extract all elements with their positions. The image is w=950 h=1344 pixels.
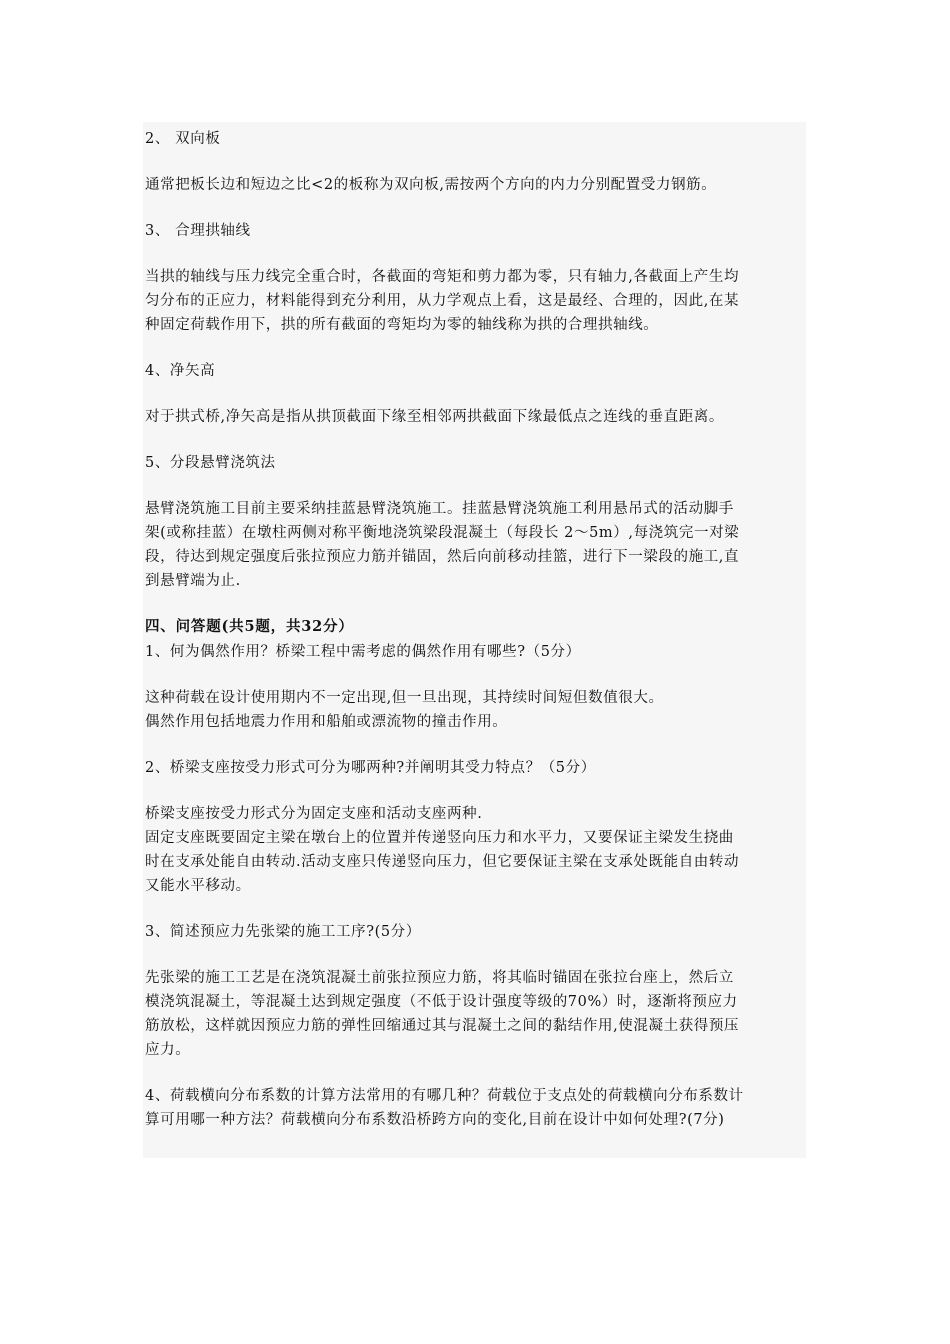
term-title-arch-axis — [145, 219, 805, 243]
text-line: 种固定荷载作用下，拱的所有截面的弯矩均为零的轴线称为拱的合理拱轴线。 — [145, 317, 659, 333]
text-line: 桥梁支座按受力形式分为固定支座和活动支座两种. — [145, 806, 483, 822]
text-line: 3、简述预应力先张梁的施工工序?(5分） — [145, 924, 421, 940]
text-line: 架(或称挂蓝）在墩柱两侧对称平衡地浇筑梁段混凝土（每段长 2～5m）,每浇筑完一对梁 — [145, 525, 740, 541]
document-body — [145, 127, 805, 1132]
answer-1 — [145, 686, 805, 734]
question-1 — [145, 640, 805, 664]
text-line: 当拱的轴线与压力线完全重合时，各截面的弯矩和剪力都为零，只有轴力,各截面上产生均 — [145, 269, 740, 285]
text-line: 2、桥梁支座按受力形式可分为哪两种?并阐明其受力特点？（5分） — [145, 760, 596, 776]
question-3 — [145, 920, 805, 944]
text-line: 模浇筑混凝土，等混凝土达到规定强度（不低于设计强度等级的70%）时，逐渐将预应力 — [145, 994, 738, 1010]
term-title-net-rise — [145, 359, 805, 383]
text-line: 2、 双向板 — [145, 131, 221, 147]
text-line: 悬臂浇筑施工目前主要采纳挂蓝悬臂浇筑施工。挂蓝悬臂浇筑施工利用悬吊式的活动脚手 — [145, 501, 734, 517]
text-line: 4、净矢高 — [145, 363, 216, 379]
text-line: 这种荷载在设计使用期内不一定出现,但一旦出现，其持续时间短但数值很大。 — [145, 690, 664, 706]
text-line: 通常把板长边和短边之比<2的板称为双向板,需按两个方向的内力分别配置受力钢筋。 — [145, 177, 717, 193]
definition-net-rise — [145, 405, 805, 429]
text-line: 算可用哪一种方法？荷载横向分布系数沿桥跨方向的变化,目前在设计中如何处理?(7分) — [145, 1112, 725, 1128]
text-line: 又能水平移动。 — [145, 878, 251, 894]
definition-two-way-slab — [145, 173, 805, 197]
text-line: 先张梁的施工工艺是在浇筑混凝土前张拉预应力筋，将其临时锚固在张拉台座上，然后立 — [145, 970, 734, 986]
text-line: 到悬臂端为止. — [145, 573, 241, 589]
text-line: 4、荷载横向分布系数的计算方法常用的有哪几种？荷载位于支点处的荷载横向分布系数计 — [145, 1088, 744, 1104]
text-line: 对于拱式桥,净矢高是指从拱顶截面下缘至相邻两拱截面下缘最低点之连线的垂直距离。 — [145, 409, 725, 425]
text-line: 5、分段悬臂浇筑法 — [145, 455, 276, 471]
term-title-two-way-slab — [145, 127, 805, 151]
term-title-cantilever-casting — [145, 451, 805, 475]
text-line: 固定支座既要固定主梁在墩台上的位置并传递竖向压力和水平力，又要保证主梁发生挠曲 — [145, 830, 734, 846]
answer-2 — [145, 802, 805, 898]
text-line: 段，待达到规定强度后张拉预应力筋并锚固，然后向前移动挂篮，进行下一梁段的施工,直 — [145, 549, 740, 565]
section-heading-questions — [145, 615, 805, 639]
text-line: 时在支承处能自由转动.活动支座只传递竖向压力，但它要保证主梁在支承处既能自由转动 — [145, 854, 740, 870]
answer-3 — [145, 966, 805, 1062]
definition-arch-axis — [145, 265, 805, 337]
text-line: 3、 合理拱轴线 — [145, 223, 251, 239]
text-line: 筋放松，这样就因预应力筋的弹性回缩通过其与混凝土之间的黏结作用,使混凝土获得预压 — [145, 1018, 740, 1034]
text-line: 匀分布的正应力，材料能得到充分利用，从力学观点上看，这是最经、合理的，因此,在某 — [145, 293, 740, 309]
text-line: 四、问答题(共5题，共32分） — [145, 618, 354, 635]
definition-cantilever-casting — [145, 497, 805, 593]
text-line: 偶然作用包括地震力作用和船舶或漂流物的撞击作用。 — [145, 714, 508, 730]
text-line: 应力。 — [145, 1042, 191, 1058]
question-2 — [145, 756, 805, 780]
question-4 — [145, 1084, 805, 1132]
text-line: 1、何为偶然作用？桥梁工程中需考虑的偶然作用有哪些?（5分） — [145, 644, 581, 660]
